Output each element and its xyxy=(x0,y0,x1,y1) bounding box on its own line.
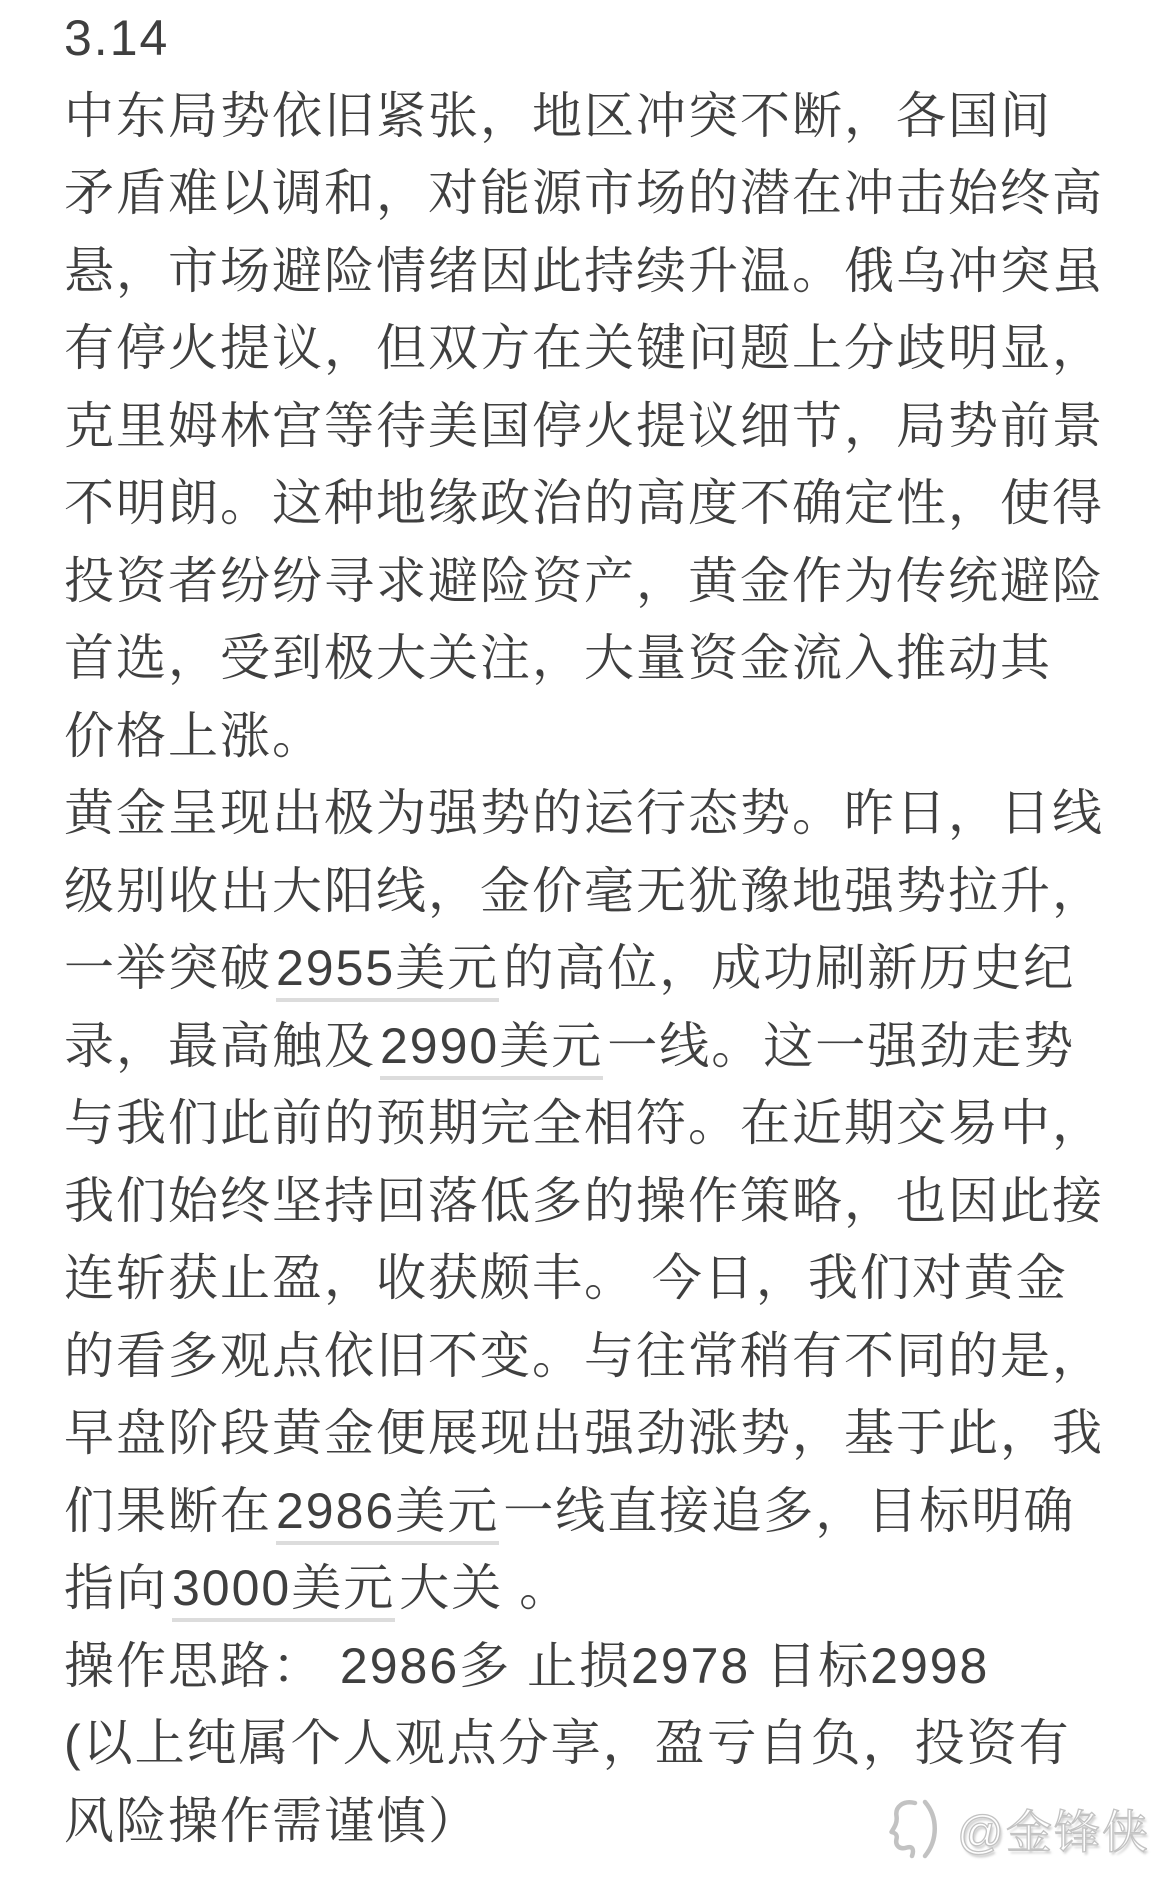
text-segment: 操作思路： 2986多 止损2978 目标2998 xyxy=(64,1637,990,1694)
text-line xyxy=(64,465,1124,543)
text-line xyxy=(64,775,1124,853)
text-line xyxy=(64,1550,1124,1628)
text-segment: 一线直接追多，目标明确 xyxy=(503,1482,1076,1539)
text-segment: 有停火提议，但双方在关键问题上分歧明显， xyxy=(64,320,1104,376)
underlined-price: 3000美元 xyxy=(172,1560,395,1622)
text-line xyxy=(64,698,1124,776)
underlined-price: 2990美元 xyxy=(380,1018,603,1080)
text-segment: 一举突破 xyxy=(64,940,272,996)
text-line xyxy=(64,620,1124,698)
text-segment: 克里姆林宫等待美国停火提议细节，局势前景 xyxy=(64,397,1104,454)
watermark xyxy=(881,1796,1150,1862)
text-segment: 矛盾难以调和，对能源市场的潜在冲击始终高 xyxy=(64,165,1104,221)
text-line xyxy=(64,1395,1124,1473)
watermark-handle: @金锋侠 xyxy=(957,1806,1150,1858)
text-line xyxy=(64,388,1124,466)
text-segment: 的看多观点依旧不变。与往常稍有不同的是， xyxy=(64,1327,1104,1384)
text-line xyxy=(64,1085,1124,1163)
text-segment: 指向 xyxy=(64,1560,168,1616)
text-segment: 3.14 xyxy=(64,10,170,66)
text-line xyxy=(64,233,1124,311)
text-segment: 早盘阶段黄金便展现出强劲涨势，基于此，我 xyxy=(64,1405,1104,1461)
text-line xyxy=(64,1008,1124,1086)
text-line xyxy=(64,1628,1124,1706)
text-line xyxy=(64,0,1124,78)
text-segment: 一线。这一强劲走势 xyxy=(607,1017,1076,1074)
text-line xyxy=(64,1240,1124,1318)
text-segment: 级别收出大阳线，金价毫无犹豫地强势拉升， xyxy=(64,862,1104,919)
text-segment: 的高位，成功刷新历史纪 xyxy=(503,940,1076,996)
profile-face-icon xyxy=(881,1798,955,1860)
text-line xyxy=(64,1318,1124,1396)
text-segment: 黄金呈现出极为强势的运行态势。昨日，日线 xyxy=(64,785,1104,841)
text-segment: 我们始终坚持回落低多的操作策略，也因此接 xyxy=(64,1172,1104,1229)
text-segment: 与我们此前的预期完全相符。在近期交易中， xyxy=(64,1095,1104,1151)
text-line xyxy=(64,78,1124,156)
text-segment: 不明朗。这种地缘政治的高度不确定性，使得 xyxy=(64,475,1104,531)
text-segment: 价格上涨。 xyxy=(64,707,324,764)
underlined-price: 2955美元 xyxy=(276,940,499,1002)
article-text xyxy=(64,0,1124,1860)
text-segment: 录，最高触及 xyxy=(64,1017,376,1074)
text-line xyxy=(64,1163,1124,1241)
underlined-price: 2986美元 xyxy=(276,1483,499,1545)
text-segment: (以上纯属个人观点分享，盈亏自负，投资有 xyxy=(64,1715,1071,1771)
text-line xyxy=(64,930,1124,1008)
text-segment: 大关 。 xyxy=(399,1560,572,1616)
text-line xyxy=(64,1705,1124,1783)
text-segment: 连斩获止盈，收获颇丰。 今日，我们对黄金 xyxy=(64,1250,1068,1306)
text-line xyxy=(64,155,1124,233)
text-segment: 首选，受到极大关注，大量资金流入推动其 xyxy=(64,630,1052,686)
text-line xyxy=(64,853,1124,931)
text-line xyxy=(64,310,1124,388)
text-segment: 们果断在 xyxy=(64,1482,272,1539)
text-line xyxy=(64,1473,1124,1551)
text-segment: 风险操作需谨慎） xyxy=(64,1792,480,1849)
text-segment: 中东局势依旧紧张，地区冲突不断，各国间 xyxy=(64,87,1052,144)
text-line xyxy=(64,543,1124,621)
text-segment: 投资者纷纷寻求避险资产，黄金作为传统避险 xyxy=(64,552,1104,609)
text-segment: 悬，市场避险情绪因此持续升温。俄乌冲突虽 xyxy=(64,242,1104,299)
